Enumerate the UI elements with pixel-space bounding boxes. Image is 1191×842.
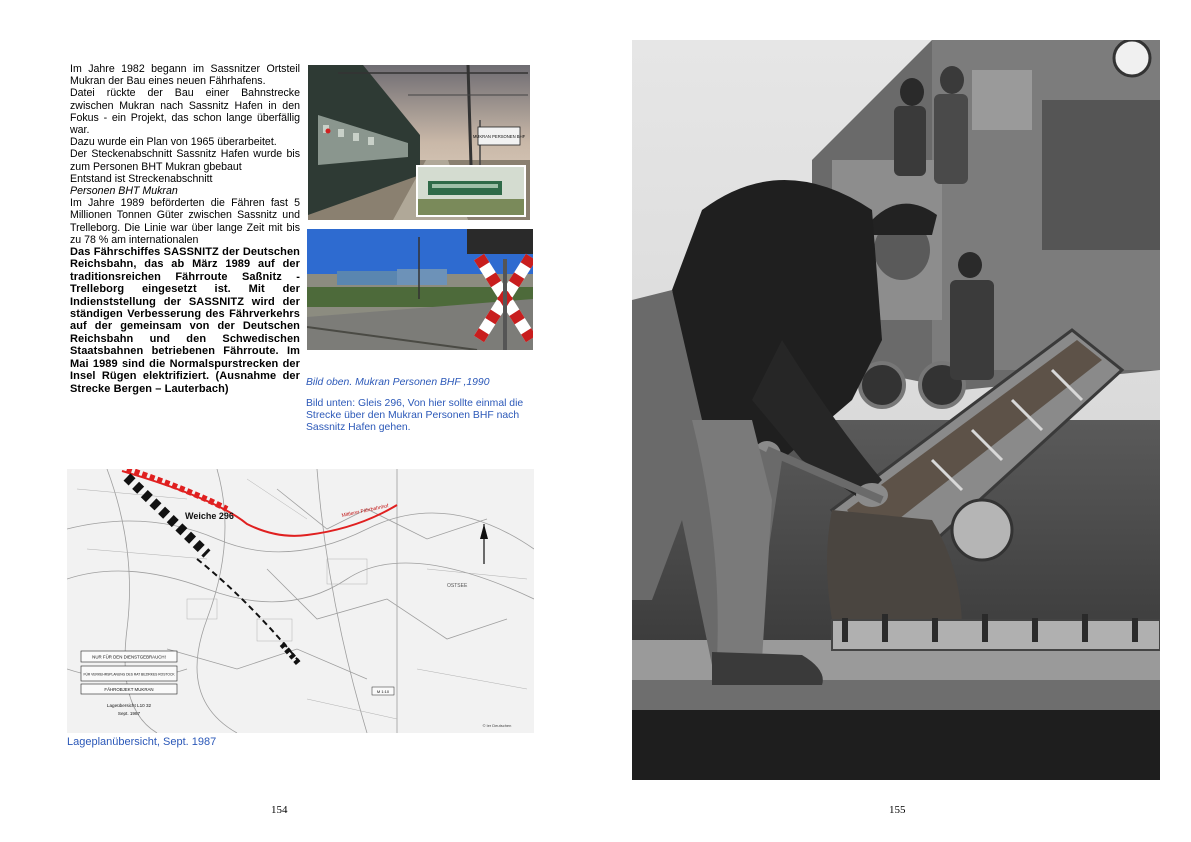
article-text [70,63,300,395]
stamp-line-3: FÄHROBJEKT MUKRAN [104,687,154,692]
site-plan-map [67,469,534,733]
map-label-sea: OSTSEE [447,583,468,589]
paragraph-5: Entstand ist Streckenabschnitt [70,172,213,185]
paragraph-2: Datei rückte der Bau einer Bahnstrecke zwischen Mukran nach Sassnitz Hafen in den Fokus - ein Projekt, das schon lange überfällig war. [70,87,300,137]
page-number-left: 154 [271,804,288,816]
paragraph-3: Dazu wurde ein Plan von 1965 überarbeitet. [70,136,277,149]
legend-line-1: Lageübersicht L10 32 [106,703,152,708]
map-scale: M 1:10 [376,689,390,694]
page-number-right: 155 [889,804,906,816]
paragraph-1: Im Jahre 1982 begann im Sassnitzer Ortsteil Mukran der Bau eines neuen Fährhafens. [70,63,300,88]
left-page [0,0,595,842]
map-caption: Lageplanübersicht, Sept. 1987 [67,736,217,748]
paragraph-7: Im Jahre 1989 beförderten die Fähren fast 5 Millionen Tonnen Güter zwischen Sassnitz und Trelleborg. Die Linie war über lange Zeit mit bis zu 78 % am internationalen [70,197,300,246]
paragraph-6: Personen BHT Mukran [70,185,178,198]
legend-line-2: Sept. 1987 [117,711,141,716]
map-label-route: Mittlerer Fährbahnhof [341,503,390,519]
photo-level-crossing [307,229,533,350]
right-page [596,0,1191,842]
map-note: © ler Deutschen [482,723,512,728]
photo-construction-workers [632,40,1160,780]
stamp-line-2: FÜR VERKEHRSPLANUNG DES RAT BEZIRKES ROSTOCK [83,672,175,677]
caption-bottom: Bild unten: Gleis 296, Von hier sollte einmal die Strecke über den Mukran Personen BHF nach Sassnitz Hafen gehen. [306,398,524,434]
paragraph-4: Der Steckenabschnitt Sassnitz Hafen wurde bis zum Personen BHT Mukran gbebaut [70,148,300,173]
station-sign-text: MUKRAN PERSONEN BHF [472,134,526,139]
stamp-line-1: NUR FÜR DEN DIENSTGEBRAUCH! [92,654,166,660]
map-label-switch: Weiche 296 [185,511,234,521]
photo-train-platform [308,65,530,220]
bold-paragraph: Das Fährschiffes SASSNITZ der Deutschen Reichsbahn, das ab März 1989 auf der traditionsreichen Fährroute Saßnitz -Trelleborg eingesetzt ist. Mit der Indienststellung der SASSNITZ wird der ständigen Verbesserung des Fährverkehrs auf der gemeinsam von der Deutschen Reichsbahn und den Schwedischen Staatsbahnen betriebenen Fährroute. Im Mai 1989 sind die Normalspurstrecken der Insel Rügen elektrifiziert. (Ausnahme der Strecke Bergen – Lauterbach) [70,246,300,395]
caption-top: Bild oben. Mukran Personen BHF ,1990 [306,377,490,388]
